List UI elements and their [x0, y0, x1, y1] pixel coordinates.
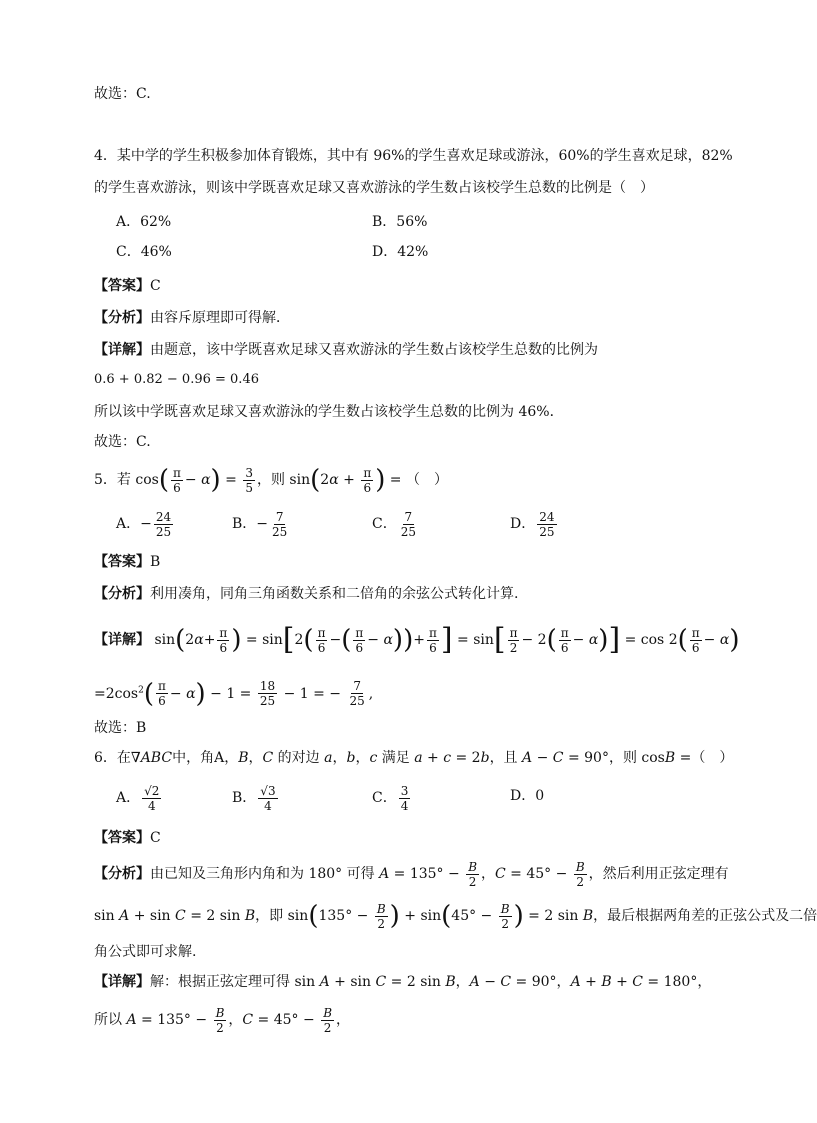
analysis-tag: 【分析】 [94, 586, 150, 602]
q4-option-a: A．62% [116, 214, 172, 230]
q5-option-c: C． $\frac{7}{25}$ [372, 509, 416, 539]
detail-tag: 【详解】 [94, 632, 150, 648]
q6-number: 6．在 [94, 750, 131, 766]
q5-detail-formula2: $=2\cos^2$( $\frac{\pi}{6}$ − α) − 1 = $\frac{18}{25}$ − 1 = − $\frac{7}{25}$ , [94, 678, 374, 709]
q6-stem [94, 748, 733, 768]
q6-analysis-text2: sin A + sin C = 2 sin B，即 sin(135° − $\frac{B}{2}$ ) + sin(45° − $\frac{B}{2}$ ) = 2 sin B，最后根据两角差的正弦公式及二倍 [94, 901, 817, 931]
answer-tag: 【答案】 [94, 830, 150, 846]
q5-stem-formula: cos( $\frac{\pi}{6}$ − α) = $\frac{3}{5}$ ，则 sin(2α + $\frac{\pi}{6}$ ) = （ ） [135, 465, 448, 495]
q6-option-b: B． $\frac{√3}{4}$ [232, 783, 276, 813]
q6-analysis-text3: 角公式即可求解. [94, 944, 197, 960]
answer-value: C [150, 830, 161, 846]
q4-answer [94, 276, 161, 296]
q6-option-a: A． $\frac{√2}{4}$ [116, 783, 160, 813]
analysis-tag: 【分析】 [94, 310, 150, 326]
q6-option-c: C． $\frac{3}{4}$ [372, 783, 409, 813]
q4-option-c: C．46% [116, 244, 172, 260]
q5-option-a: A．− $\frac{24}{25}$ [116, 509, 172, 539]
q6-detail-line1 [94, 972, 711, 992]
prev-conclusion: 故选：C. [94, 86, 151, 102]
q5-choose: 故选：B [94, 720, 147, 736]
answer-value: B [150, 554, 161, 570]
q6-analysis-line2 [94, 896, 817, 936]
q5-answer [94, 552, 160, 572]
q6-analysis-line3 [94, 942, 196, 962]
detail-tag: 【详解】 [94, 342, 150, 358]
q5-analysis [94, 584, 518, 604]
q6-detail-text2: 所以 A = 135° − $\frac{B}{2}$ ，C = 45° − $\frac{B}{2}$ ， [94, 1005, 351, 1035]
q6-detail-line2 [94, 1002, 350, 1038]
analysis-tag: 【分析】 [94, 866, 150, 882]
q5-option-d: D． $\frac{24}{25}$ [510, 509, 555, 539]
q4-stem-line1: 4．某中学的学生积极参加体育锻炼，其中有 96%的学生喜欢足球或游泳，60%的学生喜欢足球，82% [94, 148, 733, 164]
q6-detail-text1: 解：根据正弦定理可得 sin A + sin C = 2 sin B，A − C = 90°，A + B + C = 180°， [150, 974, 712, 990]
q4-equation: 0.6 + 0.82 − 0.96 = 0.46 [94, 372, 259, 387]
q5-detail-formula1: sin(2α+ $\frac{\pi}{6}$ ) = sin[2( $\frac{\pi}{6}$ −( $\frac{\pi}{6}$ − α))+ $\frac{\pi}{6}$ ] = sin[ $\frac{\pi}{2}$ − 2( $\frac{\pi}{6}$ − α)] = cos 2( $\frac{\pi}{6}$ − α) [154, 622, 740, 657]
q4-option-b: B．56% [372, 214, 428, 230]
q4-option-d: D．42% [372, 244, 429, 260]
q4-stem-line2: 的学生喜欢游泳，则该中学既喜欢足球又喜欢游泳的学生数占该校学生总数的比例是（ ） [94, 180, 654, 196]
analysis-text: 由容斥原理即可得解． [150, 310, 290, 326]
q4-analysis [94, 308, 290, 328]
answer-tag: 【答案】 [94, 278, 150, 294]
q4-conclusion-line: 所以该中学既喜欢足球又喜欢游泳的学生数占该校学生总数的比例为 46%． [94, 404, 564, 420]
q4-choose: 故选：C. [94, 434, 151, 450]
detail-tag: 【详解】 [94, 974, 150, 990]
q6-analysis-line1 [94, 856, 729, 892]
q6-answer [94, 828, 161, 848]
detail-text: 由题意，该中学既喜欢足球又喜欢游泳的学生数占该校学生总数的比例为 [150, 342, 598, 358]
q6-analysis-text1: 由已知及三角形内角和为 180° 可得 A = 135° − $\frac{B}{2}$ ，C = 45° − $\frac{B}{2}$ ，然后利用正弦定理有 [150, 859, 729, 889]
answer-value: C [150, 278, 161, 294]
q5-option-b: B．− $\frac{7}{25}$ [232, 509, 288, 539]
q5-number: 5．若 [94, 472, 131, 488]
answer-tag: 【答案】 [94, 554, 150, 570]
q6-option-d: D．0 [510, 788, 545, 804]
q6-stem-text: ∇ABC中，角A，B，C 的对边 a，b，c 满足 a + c = 2b，且 A − C = 90°，则 cosB =（ ） [130, 750, 734, 766]
q5-detail-line1 [94, 620, 739, 660]
q5-stem [94, 460, 448, 500]
q4-detail [94, 340, 598, 360]
q5-detail-line2 [94, 670, 373, 710]
analysis-text: 利用凑角，同角三角函数关系和二倍角的余弦公式转化计算. [150, 586, 519, 602]
